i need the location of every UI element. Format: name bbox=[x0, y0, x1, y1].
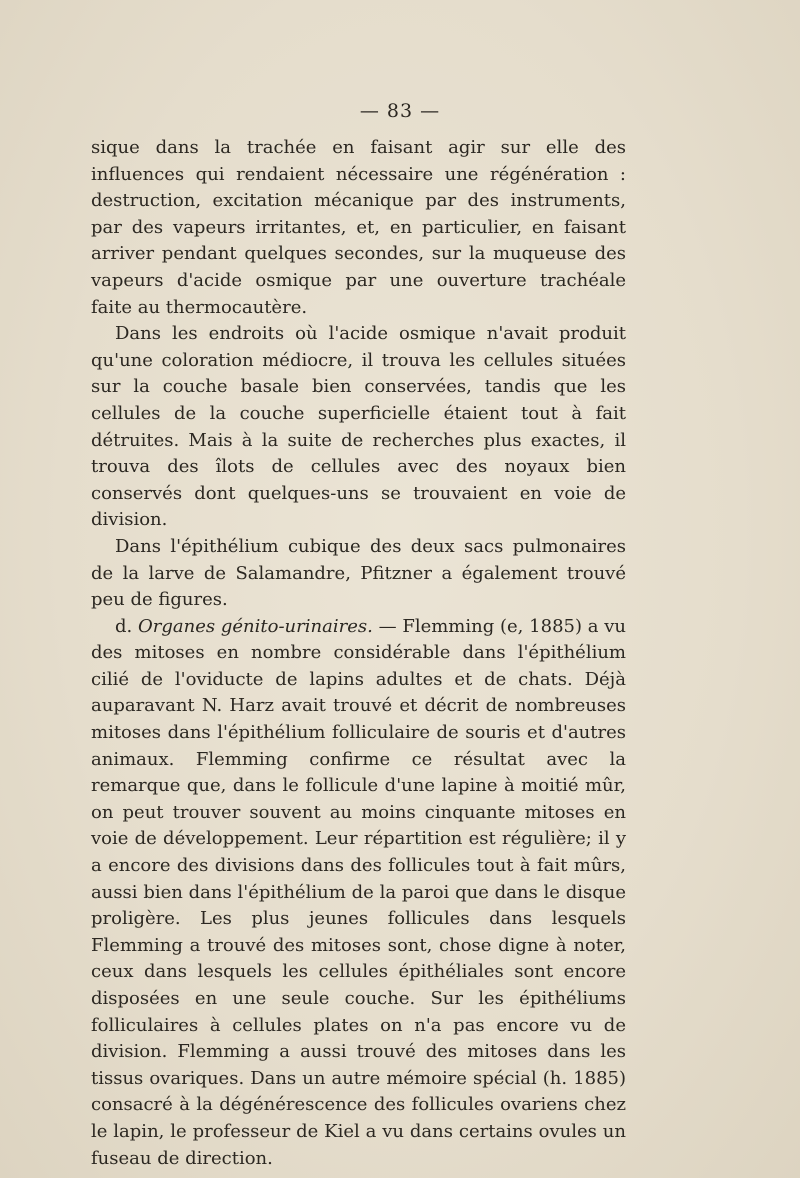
paragraph-3: Dans l'épithélium cubique des deux sacs pulmonaires de la larve de Salamandre, Pfitzner a également trouvé peu de figures. bbox=[91, 535, 626, 611]
section-heading: Organes génito-urinaires. bbox=[138, 615, 373, 637]
paragraph-2: Dans les endroits où l'acide osmique n'avait produit qu'une coloration médiocre, il trouva les cellules situées sur la couche basale bien conservées, tandis que les cellules de la couche superficielle étaient tout à fait détruites. Mais à la suite de recherches plus exactes, il trouva des îlots de cellules avec des noyaux bien conservés dont quelques-uns se trouvaient en voie de division. bbox=[91, 323, 626, 531]
body-text bbox=[91, 135, 626, 1172]
section-marker: d. bbox=[115, 615, 139, 637]
paragraph-4-text: — Flemming (e, 1885) a vu des mitoses en nombre considérable dans l'épithélium cilié de l'oviducte de lapins adultes et de chats. Déjà auparavant N. Harz avait trouvé et décrit de nombreuses mitoses dans l'épithélium folliculaire de souris et d'autres animaux. Flemming confirme ce résultat avec la remarque que, dans le follicule d'une lapine à moitié mûr, on peut trouver souvent au moins cinquante mitoses en voie de développement. Leur répartition est régulière; il y a encore des divisions dans des follicules tout à fait mûrs, aussi bien dans l'épithélium de la paroi que dans le disque proligère. Les plus jeunes follicules dans lesquels Flemming a trouvé des mitoses sont, chose digne à noter, ceux dans lesquels les cellules épithéliales sont encore disposées en une seule couche. Sur les épithéliums folliculaires à cellules plates on n'a pas encore vu de division. Flemming a aussi trouvé des mitoses dans les tissus ovariques. Dans un autre mémoire spécial (h. 1885) consacré à la dégénérescence des follicules ovariens chez le lapin, le professeur de Kiel a vu dans certains ovules un fuseau de direction. bbox=[91, 615, 627, 1169]
page-number: — 83 — bbox=[359, 100, 441, 122]
paragraph-4 bbox=[91, 614, 626, 1172]
paragraph-1: sique dans la trachée en faisant agir sur elle des influences qui rendaient nécessaire une régénération : destruction, excitation mécanique par des instruments, par des vapeurs irritantes, et, en particulier, en faisant arriver pendant quelques secondes, sur la muqueuse des vapeurs d'acide osmique par une ouverture trachéale faite au thermocautère. bbox=[91, 137, 626, 318]
